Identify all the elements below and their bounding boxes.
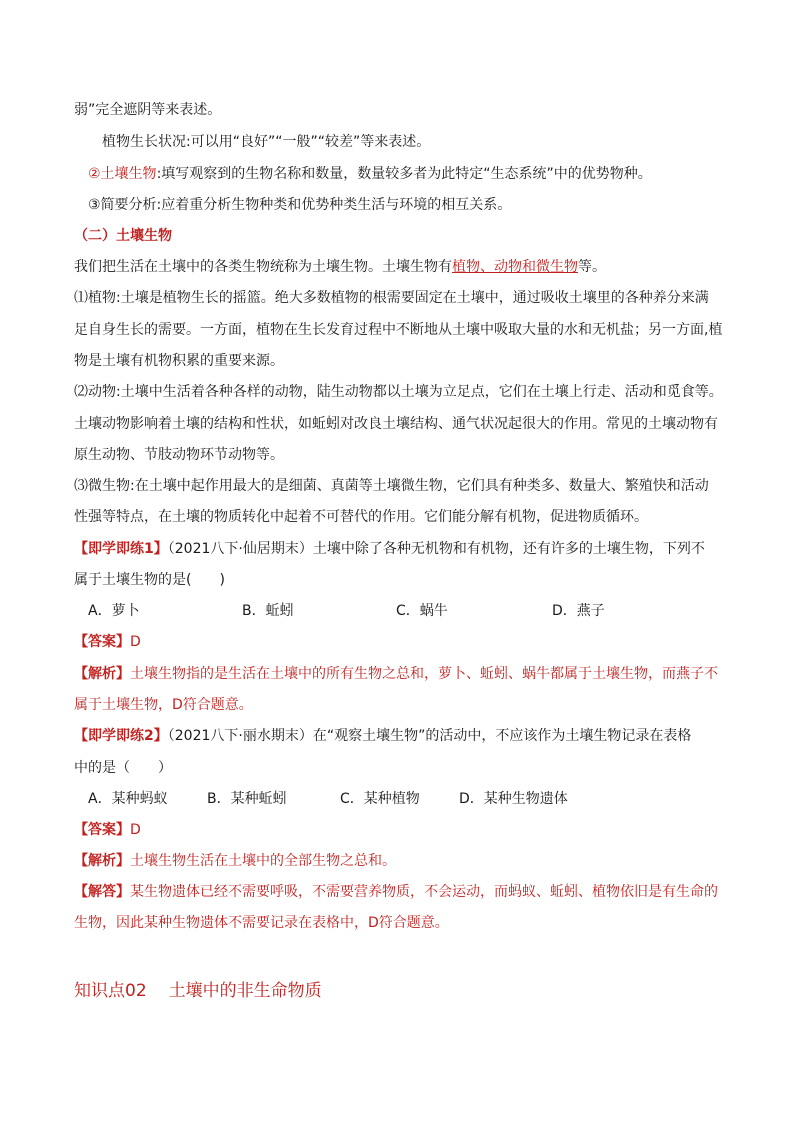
text-line [88, 164, 738, 184]
answer-line [74, 632, 724, 652]
option-d: D．燕子 [552, 603, 605, 619]
analysis-line [74, 664, 724, 684]
solution-text: 某生物遗体已经不需要呼吸，不需要营养物质，不会运动，而蚂蚁、蚯蚓、植物依旧是有生命的 [130, 884, 718, 900]
answer-value: D [130, 634, 141, 650]
text-line: 足自身生长的需要。一方面，植物在生长发育过程中不断地从土壤中吸取大量的水和无机盐；另一方面,植 [74, 322, 723, 338]
text-line: ⑶微生物:在土壤中起作用最大的是细菌、真菌等土壤微生物，它们具有种类多、数量大、繁殖快和活动 [74, 478, 709, 494]
text-line [74, 257, 724, 277]
text-line: 物是土壤有机物积累的重要来源。 [74, 353, 284, 369]
text-line: 原生动物、节肢动物环节动物等。 [74, 447, 284, 463]
question-tag: 【即学即练1】 [74, 541, 168, 557]
analysis-line: 属于土壤生物，D符合题意。 [74, 697, 253, 713]
solution-line: 生物，因此某种生物遗体不需要记录在表格中，D符合题意。 [74, 915, 449, 931]
text-span: （2021八下·仙居期末）土壤中除了各种无机物和有机物，还有许多的土壤生物，下列不 [167, 541, 705, 557]
text-span: 等。 [578, 259, 606, 275]
underlined-text: 植物、动物和微生物 [452, 259, 578, 275]
text-line: 植物生长状况:可以用“良好”“一般”“较差”等来表述。 [102, 134, 431, 150]
knowledge-point-heading [74, 980, 322, 1002]
option-a: A．某种蚂蚁 [88, 791, 168, 807]
text-line: 中的是（ ） [74, 760, 172, 776]
text-line: 属于土壤生物的是( ) [74, 572, 225, 588]
knowledge-point-label: 知识点02 [74, 981, 147, 1001]
text-line: 土壤动物影响着土壤的结构和性状，如蚯蚓对改良土壤结构、通气状况起很大的作用。常见的土壤动物有 [74, 416, 718, 432]
analysis-tag: 【解析】 [74, 666, 130, 682]
analysis-text: 土壤生物生活在土壤中的全部生物之总和。 [130, 853, 396, 869]
text-span: 我们把生活在土壤中的各类生物统称为土壤生物。土壤生物有 [74, 259, 452, 275]
analysis-line [74, 851, 724, 871]
item-label: ②土壤生物 [88, 166, 157, 182]
text-line: 弱”完全遮阴等来表述。 [74, 102, 222, 118]
text-line: ⑵动物:土壤中生活着各种各样的动物，陆生动物都以土壤为立足点，它们在土壤上行走、活动和觅食等。 [74, 384, 723, 400]
section-title: （二）土壤生物 [74, 228, 172, 244]
solution-line [74, 882, 724, 902]
option-a: A．萝卜 [88, 603, 140, 619]
answer-tag: 【答案】 [74, 822, 130, 838]
answer-value: D [130, 822, 141, 838]
answer-line [74, 820, 724, 840]
text-span: （2021八下·丽水期末）在“观察土壤生物”的活动中，不应该作为土壤生物记录在表格 [167, 728, 692, 744]
option-b: B．蚯蚓 [242, 603, 294, 619]
solution-tag: 【解答】 [74, 884, 130, 900]
text-line: 性强等特点，在土壤的物质转化中起着不可替代的作用。它们能分解有机物，促进物质循环。 [74, 509, 648, 525]
question-1-stem [74, 539, 724, 559]
question-1-options [74, 601, 724, 621]
knowledge-point-title: 土壤中的非生命物质 [168, 981, 322, 1001]
item-text: :填写观察到的生物名称和数量，数量较多者为此特定“生态系统”中的优势物种。 [156, 166, 652, 182]
option-b: B．某种蚯蚓 [207, 791, 287, 807]
text-line: ③简要分析:应着重分析生物种类和优势种类生活与环境的相互关系。 [88, 197, 512, 213]
question-tag: 【即学即练2】 [74, 728, 168, 744]
option-c: C．蜗牛 [396, 603, 448, 619]
analysis-text: 土壤生物指的是生活在土壤中的所有生物之总和，萝卜、蚯蚓、蜗牛都属于土壤生物，而燕子不 [130, 666, 718, 682]
option-d: D．某种生物遗体 [459, 791, 568, 807]
answer-tag: 【答案】 [74, 634, 130, 650]
option-c: C．某种植物 [340, 791, 420, 807]
analysis-tag: 【解析】 [74, 853, 130, 869]
question-2-options [74, 789, 724, 809]
text-line: ⑴植物:土壤是植物生长的摇篮。绝大多数植物的根需要固定在土壤中，通过吸收土壤里的各种养分来满 [74, 290, 709, 306]
question-2-stem [74, 726, 724, 746]
